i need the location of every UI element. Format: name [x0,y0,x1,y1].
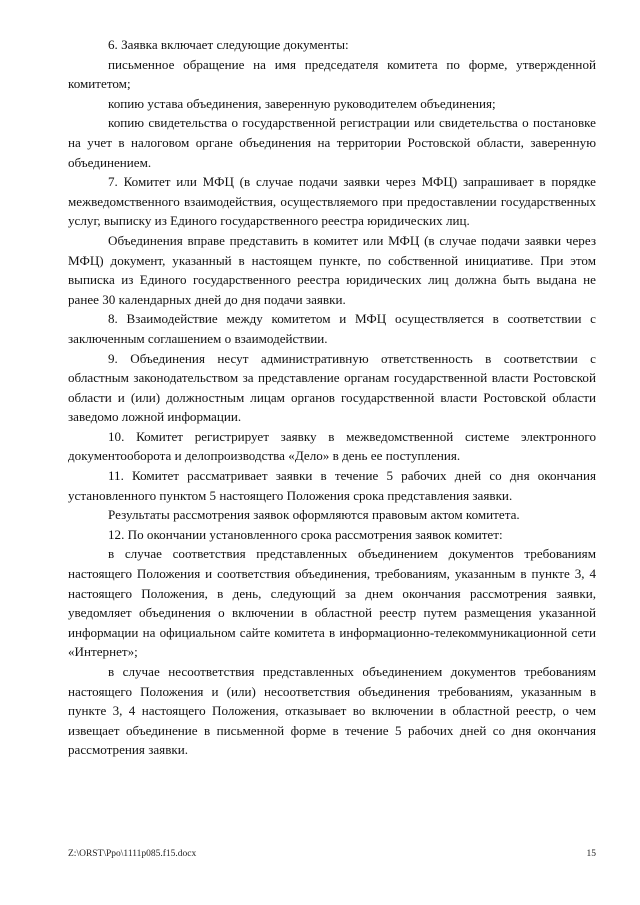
paragraph-noncompliance-case: в случае несоответствия представленных объединением документов требованиям настоящего Положения и (или) несоответствия объединения требованиям, указанным в пункте 3, 4 настоящего Положения, отказывает во включении в областной реестр, о чем извещает объединение в письменной форме в течение 5 рабочих дней со дня окончания рассмотрения заявки. [68,664,596,758]
paragraph-item-8: 8. Взаимодействие между комитетом и МФЦ осуществляется в соответствии с заключенным соглашением о взаимодействии. [68,311,596,346]
page-footer [68,849,596,865]
document-body [68,35,596,760]
footer-page-number: 15 [586,849,596,859]
paragraph-review-results: Результаты рассмотрения заявок оформляются правовым актом комитета. [108,507,520,523]
paragraph-written-appeal: письменное обращение на имя председателя комитета по форме, утвержденной комитетом; [68,56,596,92]
paragraph-charter-copy: копию устава объединения, заверенную руководителем объединения; [108,95,496,111]
paragraph-own-initiative: Объединения вправе представить в комитет или МФЦ (в случае подачи заявки через МФЦ) документ, указанный в настоящем пункте, по собственной инициативе. При этом выписка из Единого государственного реестра юридических лиц должна быть выдана не ранее 30 календарных дней до дня подачи заявки. [68,232,596,307]
paragraph-item-12: 12. По окончании установленного срока рассмотрения заявок комитет: [108,526,503,542]
paragraph-item-7: 7. Комитет или МФЦ (в случае подачи заявки через МФЦ) запрашивает в порядке межведомственного взаимодействия, осуществляемого при предоставлении государственных услуг, выписку из Единого государственного реестра юридических лиц. [68,174,596,229]
paragraph-item-6: 6. Заявка включает следующие документы: [108,37,349,52]
footer-file-path: Z:\ORST\Ppo\1111p085.f15.docx [68,849,197,859]
paragraph-item-11: 11. Комитет рассматривает заявки в течение 5 рабочих дней со дня окончания установленного пунктом 5 настоящего Положения срока представления заявки. [68,468,596,503]
paragraph-item-10: 10. Комитет регистрирует заявку в межведомственной системе электронного документооборота и делопроизводства «Дело» в день ее поступления. [68,428,596,464]
paragraph-compliance-case: в случае соответствия представленных объединением документов требованиям настоящего Положения и соответствия объединения, требованиям, указанным в пункте 3, 4 настоящего Положения, в день, следующий за днем окончания рассмотрения заявки, уведомляет объединения о включении в областной реестр путем размещения указанной информации на официальном сайте комитета в информационно-телекоммуникационной сети «Интернет»; [68,546,596,660]
paragraph-item-9: 9. Объединения несут административную ответственность в соответствии с областным законодательством за представление органам государственной власти Ростовской области и (или) должностным лицам органов государственной власти Ростовской области заведомо ложной информации. [68,350,596,425]
paragraph-registration-copy: копию свидетельства о государственной регистрации или свидетельства о постановке на учет в налоговом органе объединения на территории Ростовской области, заверенную объединением. [68,115,596,170]
